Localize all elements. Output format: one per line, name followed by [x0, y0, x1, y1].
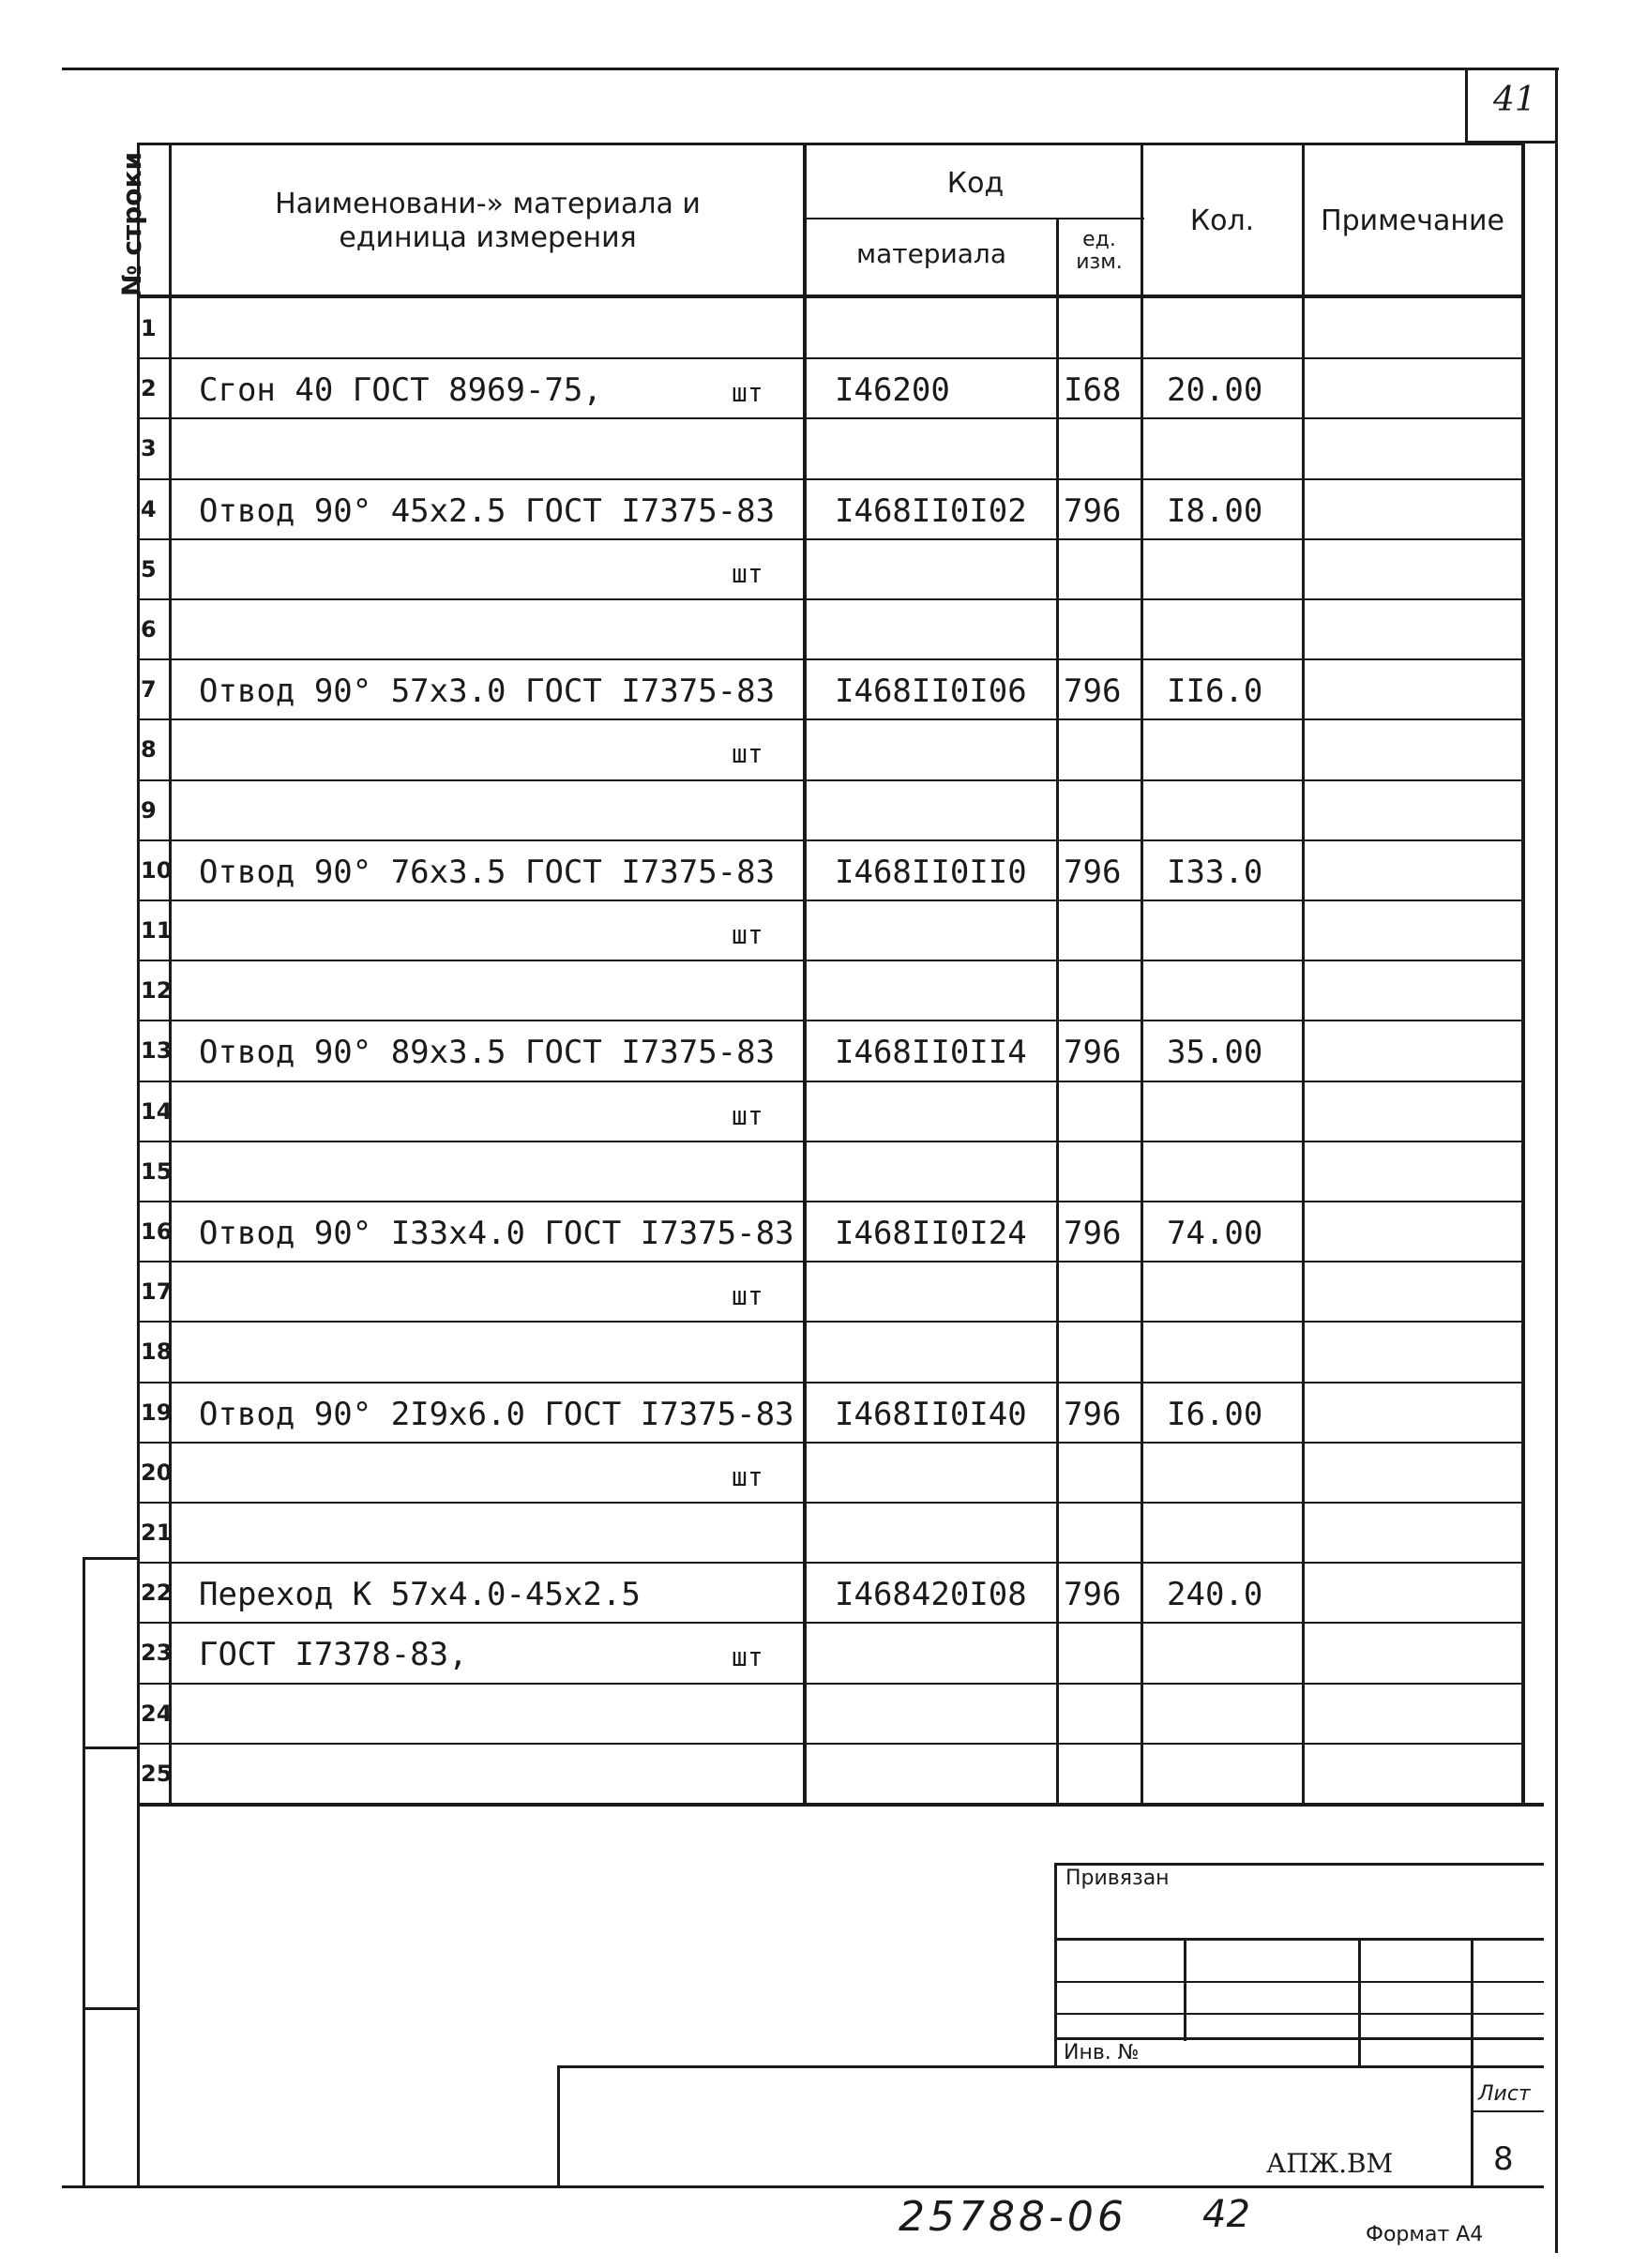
row-number: 21 [141, 1520, 173, 1546]
row-number: 2 [141, 375, 157, 402]
page-mark-box-left [1465, 68, 1468, 143]
row-number: 25 [141, 1760, 173, 1787]
quantity-value: I8.00 [1167, 491, 1263, 530]
row-number: 20 [141, 1459, 173, 1486]
row-number: 9 [141, 796, 157, 824]
unit-code-header: ед. изм. [1076, 228, 1123, 274]
row-separator-line [137, 1382, 1523, 1383]
margin-box-line-1 [83, 1557, 137, 1560]
row-number: 6 [141, 616, 157, 643]
unit-label: шт [732, 1641, 763, 1673]
unit-code: 796 [1064, 1395, 1122, 1433]
row-separator-line [137, 478, 1523, 480]
unit-code: I68 [1064, 371, 1122, 410]
unit-label: шт [732, 557, 763, 589]
stamp-v-1 [1184, 1938, 1186, 2041]
material-code: I468II0I02 [835, 491, 1027, 530]
row-number: 19 [141, 1399, 173, 1426]
row-separator-line [137, 1622, 1523, 1624]
left-border-line [137, 143, 140, 2187]
margin-box-line-3 [83, 2007, 137, 2010]
code-subheader-line [805, 218, 1144, 219]
code-header: Код [946, 167, 1005, 200]
row-separator-line [137, 1020, 1523, 1021]
row-separator-line [137, 839, 1523, 841]
unit-label: шт [732, 919, 763, 950]
row-separator-line [137, 417, 1523, 419]
unit-label: шт [732, 738, 763, 770]
unit-code: 796 [1064, 1215, 1122, 1252]
table-bottom-line [137, 1803, 1544, 1807]
row-separator-line [137, 960, 1523, 961]
col-line-name [803, 143, 807, 1807]
row-number: 15 [141, 1157, 173, 1185]
sheet-label: Лист [1478, 2082, 1531, 2106]
row-number: 5 [141, 555, 157, 582]
main-stamp-left [557, 2065, 560, 2187]
margin-box-left [83, 1557, 85, 2187]
row-separator-line [137, 1743, 1523, 1745]
quantity-value: II6.0 [1167, 673, 1263, 711]
quantity-value: I33.0 [1167, 853, 1263, 891]
margin-box-line-2 [83, 1746, 137, 1749]
row-number: 3 [141, 435, 157, 462]
row-number: 1 [141, 315, 157, 341]
row-separator-line [137, 1261, 1523, 1263]
col-line-rownum [169, 143, 172, 1807]
col-line-note [1521, 143, 1525, 1807]
row-separator-line [137, 1201, 1523, 1202]
material-name: Отвод 90° 57х3.0 ГОСТ I7375-83 [199, 673, 776, 711]
material-name: Отвод 90° I33х4.0 ГОСТ I7375-83 [199, 1215, 794, 1252]
unit-code: 796 [1064, 491, 1122, 530]
sheet-number: 8 [1493, 2140, 1514, 2178]
unit-code: 796 [1064, 673, 1122, 711]
row-number: 17 [141, 1278, 173, 1306]
row-separator-line [137, 1502, 1523, 1504]
col-line-qty [1302, 143, 1305, 1807]
sheet-box-line [1471, 2110, 1544, 2112]
col-line-unit [1141, 143, 1143, 1807]
material-code: I468II0I06 [835, 673, 1027, 711]
bottom-border-line [62, 2185, 1544, 2188]
row-number: 13 [141, 1037, 173, 1065]
stamp-v-3 [1471, 1938, 1473, 2187]
inventory-number-label: Инв. № [1064, 2041, 1140, 2064]
material-code: I468II0I24 [835, 1215, 1027, 1252]
row-number: 7 [141, 676, 157, 703]
row-separator-line [137, 1442, 1523, 1444]
row-number: 22 [141, 1580, 173, 1607]
row-number: 10 [141, 856, 173, 884]
material-code: I468II0I40 [835, 1395, 1027, 1433]
row-number: 16 [141, 1218, 173, 1245]
format-label: Формат А4 [1366, 2223, 1484, 2246]
unit-label: шт [732, 377, 763, 409]
name-header: Наименовани-» материала и единица измерения [275, 188, 701, 254]
page-mark: 41 [1493, 81, 1536, 119]
row-separator-line [137, 718, 1523, 720]
material-name: Отвод 90° 76х3.5 ГОСТ I7375-83 [199, 853, 776, 891]
row-number: 12 [141, 977, 173, 1005]
stamp-top-line [1054, 1863, 1544, 1866]
attached-label: Привязан [1065, 1867, 1170, 1890]
archive-number: 25788-06 [899, 2193, 1127, 2241]
row-separator-line [137, 1562, 1523, 1564]
material-name: Отвод 90° 89х3.5 ГОСТ I7375-83 [199, 1034, 776, 1072]
row-number: 18 [141, 1338, 173, 1366]
header-top-line [137, 143, 1525, 145]
col-line-material [1056, 218, 1059, 1807]
right-border-line [1555, 68, 1558, 2253]
row-separator-line [137, 658, 1523, 660]
material-name: Сгон 40 ГОСТ 8969-75, [199, 371, 602, 410]
unit-code: 796 [1064, 1576, 1122, 1614]
unit-label: шт [732, 1280, 763, 1312]
row-number: 14 [141, 1097, 173, 1125]
stamp-v-2 [1358, 1938, 1361, 2065]
row-separator-line [137, 900, 1523, 901]
header-bottom-line [137, 295, 1525, 298]
note-header: Примечание [1321, 204, 1504, 237]
material-code: I468II0II4 [835, 1034, 1027, 1072]
document-code: АПЖ.ВМ [1266, 2148, 1394, 2179]
material-name: Отвод 90° 2I9х6.0 ГОСТ I7375-83 [199, 1395, 794, 1433]
row-separator-line [137, 779, 1523, 781]
material-code: I468420I08 [835, 1576, 1027, 1614]
material-code-header: материала [855, 238, 1006, 269]
quantity-header: Кол. [1189, 204, 1255, 237]
unit-code: 796 [1064, 853, 1122, 891]
material-name: Переход К 57х4.0-45х2.5 [199, 1576, 641, 1614]
unit-code: 796 [1064, 1034, 1122, 1072]
quantity-value: 20.00 [1167, 371, 1263, 410]
row-separator-line [137, 538, 1523, 540]
unit-label: шт [732, 1460, 763, 1492]
row-number: 23 [141, 1640, 173, 1667]
quantity-value: I6.00 [1167, 1395, 1263, 1433]
row-separator-line [137, 598, 1523, 600]
row-separator-line [137, 1141, 1523, 1142]
row-number: 24 [141, 1700, 173, 1727]
unit-label: шт [732, 1099, 763, 1131]
quantity-value: 240.0 [1167, 1576, 1263, 1614]
material-name: ГОСТ I7378-83, [199, 1636, 468, 1674]
row-number: 8 [141, 736, 157, 764]
row-separator-line [137, 1081, 1523, 1082]
row-separator-line [137, 357, 1523, 359]
row-number: 4 [141, 495, 157, 522]
quantity-value: 35.00 [1167, 1034, 1263, 1072]
footer-page-number: 42 [1202, 2193, 1250, 2236]
quantity-value: 74.00 [1167, 1215, 1263, 1252]
material-code: I46200 [835, 371, 950, 410]
material-name: Отвод 90° 45х2.5 ГОСТ I7375-83 [199, 491, 776, 530]
row-separator-line [137, 1321, 1523, 1323]
material-code: I468II0II0 [835, 853, 1027, 891]
top-border-line [62, 68, 1559, 70]
row-number: 11 [141, 917, 173, 944]
row-separator-line [137, 1683, 1523, 1685]
stamp-left-line [1054, 1863, 1057, 2065]
main-stamp-top [557, 2065, 1544, 2068]
